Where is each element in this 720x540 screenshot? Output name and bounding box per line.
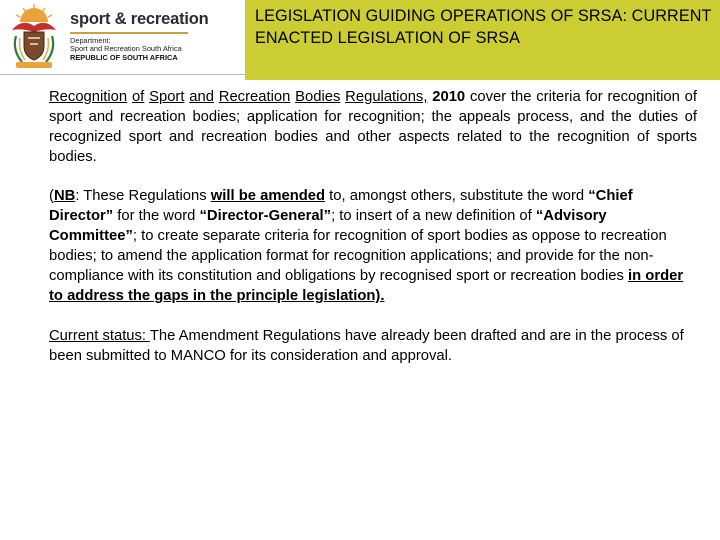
nb-text-1: : These Regulations	[75, 188, 211, 204]
regulation-name-w2: of	[131, 89, 145, 105]
regulation-description: cover the criteria for recognition of sport and recreation bodies; application for recognition; the appeals process, and the duties of recognized sport and recreation bodies and other aspects related to the recognition of sports bodies.	[49, 89, 698, 165]
current-status-label: Current status:	[49, 328, 150, 344]
regulation-name-w7: Regulations,	[345, 89, 428, 105]
nb-advisory-committee: “Advisory Committee”	[49, 208, 607, 244]
regulation-name-w5: Recreation	[218, 89, 291, 105]
nb-address-gaps: in order to address the gaps in the principle legislation).	[49, 268, 684, 304]
nb-will-be-amended: will be amended	[210, 188, 326, 204]
nb-text-5: ; to create separate criteria for recognition of sport bodies as oppose to recreation bodies; to amend the application format for recognition applications; and provide for the non-compliance with its constitution and obligations by recognised sport or recreation bodies	[49, 228, 667, 284]
logo-dept-name: Sport and Recreation South Africa	[70, 44, 182, 54]
current-status-text: The Amendment Regulations have already been drafted and are in the process of been submitted to MANCO for its consideration and approval.	[49, 328, 684, 364]
nb-open-paren: (	[49, 188, 54, 204]
logo-country: REPUBLIC OF SOUTH AFRICA	[70, 52, 178, 62]
nb-text-2: to, amongst others, substitute the word	[325, 188, 589, 204]
regulation-year: 2010	[432, 89, 466, 105]
page-title: LEGISLATION GUIDING OPERATIONS OF SRSA: CURRENT ENACTED LEGISLATION OF SRSA	[255, 7, 712, 47]
logo-dept-line: Department:	[70, 35, 111, 45]
nb-director-general: “Director-General”	[199, 208, 332, 224]
regulation-name-w1: Recognition	[49, 89, 128, 105]
paragraph-nb	[49, 186, 697, 306]
regulation-name-w6: Bodies	[295, 89, 341, 105]
department-logo	[0, 0, 244, 74]
header-divider	[0, 74, 245, 75]
logo-rule	[70, 32, 188, 34]
coat-of-arms-icon	[6, 2, 62, 70]
regulation-name-w4: and	[189, 89, 214, 105]
paragraph-current-status	[49, 326, 697, 366]
nb-text-3: for the word	[113, 208, 200, 224]
nb-chief-director: “Chief Director”	[49, 188, 633, 224]
regulation-name-w3: Sport	[149, 89, 185, 105]
slide-body	[49, 87, 697, 366]
logo-title: sport & recreation	[70, 10, 209, 28]
paragraph-regulations	[49, 87, 697, 167]
nb-text-4: ; to insert of a new definition of	[331, 208, 536, 224]
nb-label: NB	[53, 188, 76, 204]
